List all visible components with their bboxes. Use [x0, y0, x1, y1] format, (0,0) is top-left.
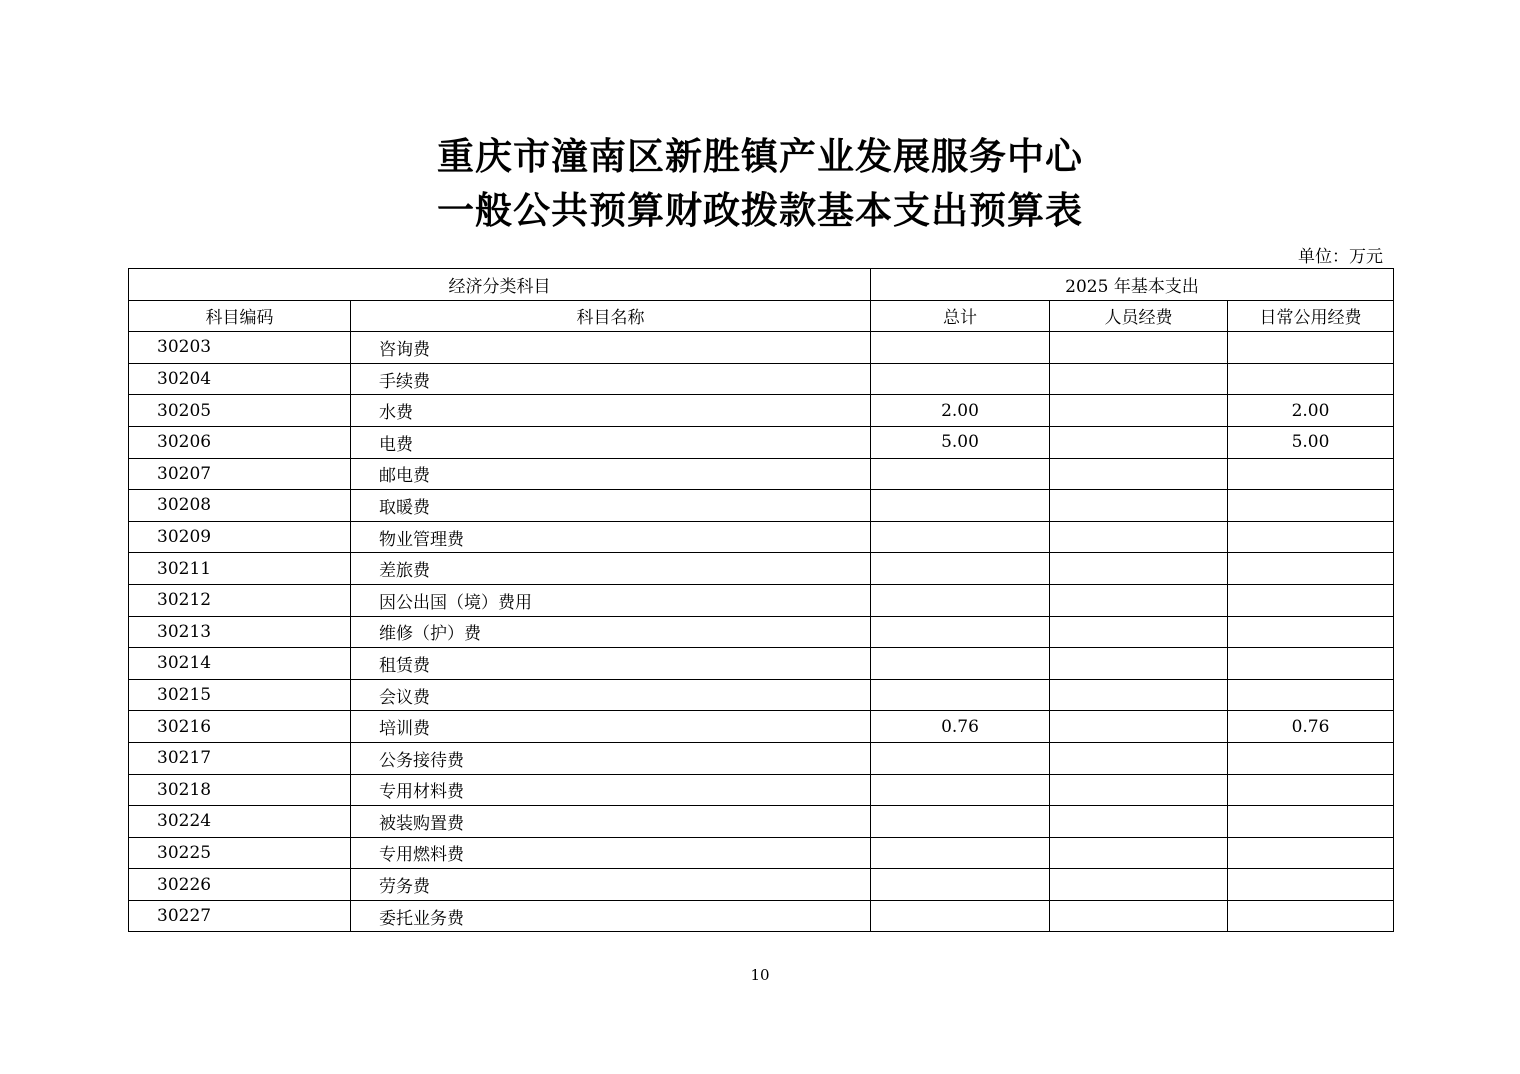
cell-public: [1228, 553, 1394, 585]
table-body: [129, 332, 1394, 932]
cell-name: 维修（护）费: [351, 616, 871, 648]
table-row: [129, 553, 1394, 585]
cell-public: [1228, 584, 1394, 616]
cell-personnel: [1050, 584, 1228, 616]
cell-total: [871, 458, 1050, 490]
cell-total: [871, 806, 1050, 838]
cell-personnel: [1050, 900, 1228, 932]
cell-total: [871, 332, 1050, 364]
cell-name: 培训费: [351, 711, 871, 743]
cell-code: 30203: [129, 332, 351, 364]
cell-public: [1228, 742, 1394, 774]
cell-personnel: [1050, 648, 1228, 680]
table-row: [129, 900, 1394, 932]
cell-personnel: [1050, 395, 1228, 427]
cell-personnel: [1050, 553, 1228, 585]
cell-name: 会议费: [351, 679, 871, 711]
cell-personnel: [1050, 869, 1228, 901]
cell-code: 30215: [129, 679, 351, 711]
cell-personnel: [1050, 616, 1228, 648]
page-title: 重庆市潼南区新胜镇产业发展服务中心: [437, 134, 1083, 178]
header-personnel: 人员经费: [1050, 300, 1228, 332]
cell-code: 30204: [129, 363, 351, 395]
cell-total: [871, 363, 1050, 395]
cell-public: [1228, 679, 1394, 711]
cell-total: [871, 584, 1050, 616]
cell-public: [1228, 458, 1394, 490]
cell-total: 2.00: [871, 395, 1050, 427]
cell-personnel: [1050, 742, 1228, 774]
cell-personnel: [1050, 490, 1228, 522]
cell-total: [871, 648, 1050, 680]
cell-code: 30207: [129, 458, 351, 490]
cell-name: 取暖费: [351, 490, 871, 522]
table-row: [129, 837, 1394, 869]
cell-name: 专用材料费: [351, 774, 871, 806]
table-row: [129, 458, 1394, 490]
cell-public: [1228, 521, 1394, 553]
table-row: [129, 490, 1394, 522]
cell-total: [871, 774, 1050, 806]
cell-name: 租赁费: [351, 648, 871, 680]
cell-name: 专用燃料费: [351, 837, 871, 869]
cell-code: 30226: [129, 869, 351, 901]
cell-personnel: [1050, 521, 1228, 553]
cell-public: [1228, 806, 1394, 838]
cell-code: 30216: [129, 711, 351, 743]
cell-code: 30218: [129, 774, 351, 806]
table-row: [129, 521, 1394, 553]
cell-name: 手续费: [351, 363, 871, 395]
cell-code: 30217: [129, 742, 351, 774]
cell-total: 0.76: [871, 711, 1050, 743]
cell-name: 邮电费: [351, 458, 871, 490]
table-row: [129, 742, 1394, 774]
cell-total: [871, 553, 1050, 585]
cell-code: 30206: [129, 426, 351, 458]
cell-public: [1228, 616, 1394, 648]
cell-total: [871, 869, 1050, 901]
header-basic-expenditure: 2025 年基本支出: [871, 269, 1394, 301]
header-row-columns: [129, 300, 1394, 332]
cell-public: [1228, 774, 1394, 806]
page-subtitle: 一般公共预算财政拨款基本支出预算表: [437, 188, 1083, 232]
table-row: [129, 363, 1394, 395]
table-row: [129, 584, 1394, 616]
cell-public: [1228, 490, 1394, 522]
budget-table: [128, 268, 1394, 932]
cell-name: 委托业务费: [351, 900, 871, 932]
cell-name: 公务接待费: [351, 742, 871, 774]
cell-personnel: [1050, 679, 1228, 711]
cell-public: [1228, 363, 1394, 395]
header-public: 日常公用经费: [1228, 300, 1394, 332]
table-row: [129, 332, 1394, 364]
table-row: [129, 679, 1394, 711]
cell-public: [1228, 332, 1394, 364]
table-row: [129, 426, 1394, 458]
cell-personnel: [1050, 363, 1228, 395]
cell-code: 30213: [129, 616, 351, 648]
cell-name: 电费: [351, 426, 871, 458]
cell-personnel: [1050, 332, 1228, 364]
cell-name: 被装购置费: [351, 806, 871, 838]
cell-public: [1228, 869, 1394, 901]
cell-personnel: [1050, 806, 1228, 838]
cell-personnel: [1050, 837, 1228, 869]
table-row: [129, 806, 1394, 838]
cell-name: 物业管理费: [351, 521, 871, 553]
header-code: 科目编码: [129, 300, 351, 332]
table-row: [129, 774, 1394, 806]
cell-code: 30225: [129, 837, 351, 869]
unit-label: 单位：万元: [1298, 247, 1383, 267]
cell-personnel: [1050, 711, 1228, 743]
cell-code: 30208: [129, 490, 351, 522]
cell-name: 差旅费: [351, 553, 871, 585]
cell-public: 2.00: [1228, 395, 1394, 427]
table-row: [129, 616, 1394, 648]
cell-public: 5.00: [1228, 426, 1394, 458]
cell-total: 5.00: [871, 426, 1050, 458]
cell-public: 0.76: [1228, 711, 1394, 743]
cell-code: 30214: [129, 648, 351, 680]
cell-code: 30224: [129, 806, 351, 838]
header-row-group: [129, 269, 1394, 301]
cell-public: [1228, 837, 1394, 869]
header-total: 总计: [871, 300, 1050, 332]
cell-total: [871, 679, 1050, 711]
header-economic-classification: 经济分类科目: [129, 269, 871, 301]
table-row: [129, 869, 1394, 901]
cell-total: [871, 837, 1050, 869]
table-row: [129, 395, 1394, 427]
table-row: [129, 648, 1394, 680]
cell-total: [871, 521, 1050, 553]
cell-total: [871, 900, 1050, 932]
cell-name: 因公出国（境）费用: [351, 584, 871, 616]
cell-name: 咨询费: [351, 332, 871, 364]
cell-personnel: [1050, 458, 1228, 490]
header-name: 科目名称: [351, 300, 871, 332]
table-row: [129, 711, 1394, 743]
cell-personnel: [1050, 426, 1228, 458]
cell-total: [871, 490, 1050, 522]
page-number: 10: [750, 966, 770, 984]
cell-code: 30212: [129, 584, 351, 616]
cell-code: 30211: [129, 553, 351, 585]
cell-public: [1228, 648, 1394, 680]
cell-total: [871, 616, 1050, 648]
cell-public: [1228, 900, 1394, 932]
cell-code: 30209: [129, 521, 351, 553]
cell-personnel: [1050, 774, 1228, 806]
cell-name: 劳务费: [351, 869, 871, 901]
cell-name: 水费: [351, 395, 871, 427]
cell-total: [871, 742, 1050, 774]
cell-code: 30227: [129, 900, 351, 932]
cell-code: 30205: [129, 395, 351, 427]
